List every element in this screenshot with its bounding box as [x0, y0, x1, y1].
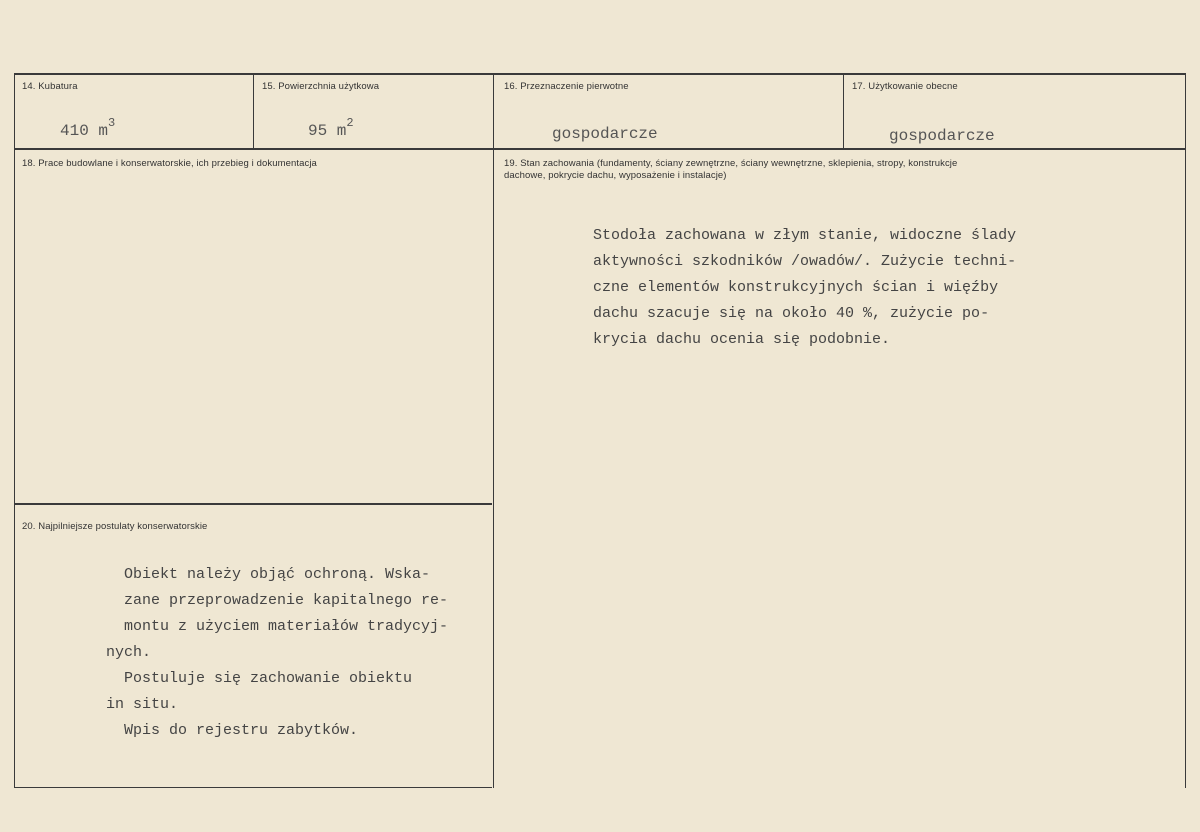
field-14-value-text: 410 m	[60, 122, 109, 140]
divider-center	[493, 73, 494, 788]
field-19-label: 19. Stan zachowania (fundamenty, ściany zewnętrzne, ściany wewnętrzne, sklepienia, stropy, konstrukcje dachowe, pokrycie dachu, wyposażenie i instalacje)	[504, 158, 958, 181]
field-20-line: Wpis do rejestru zabytków.	[106, 722, 359, 739]
field-15-value-text: 95 m	[308, 122, 347, 140]
field-20-label: 20. Najpilniejsze postulaty konserwatorskie	[22, 521, 208, 532]
field-19-line: czne elementów konstrukcyjnych ścian i więźby	[593, 279, 999, 296]
divider-14-15	[253, 73, 254, 149]
left-border	[14, 73, 15, 788]
field-19-line: Stodoła zachowana w złym stanie, widoczne ślady	[593, 227, 1017, 244]
divider-16-17	[843, 73, 844, 149]
field-16-value: gospodarcze	[552, 125, 658, 143]
field-20-line: nych.	[106, 644, 152, 661]
field-20-line: in situ.	[106, 696, 179, 713]
right-border	[1185, 73, 1186, 788]
field-14-value	[60, 116, 116, 140]
field-20-line: montu z użyciem materiałów tradycyj-	[124, 618, 449, 635]
lower-left-rule	[14, 503, 492, 505]
bottom-rule	[14, 787, 492, 788]
field-14-unit-superscript: 3	[108, 116, 116, 130]
field-19-line: krycia dachu ocenia się podobnie.	[593, 331, 891, 348]
field-20-line: zane przeprowadzenie kapitalnego re-	[124, 592, 449, 609]
field-15-value	[308, 116, 354, 140]
field-19-line: dachu szacuje się na około 40 %, zużycie po-	[593, 305, 990, 322]
middle-rule	[14, 148, 1186, 150]
field-20-text	[106, 562, 449, 744]
field-20-line: Postuluje się zachowanie obiektu	[106, 670, 413, 687]
field-16-label: 16. Przeznaczenie pierwotne	[504, 81, 629, 92]
top-rule	[14, 73, 1186, 75]
field-20-line: Obiekt należy objąć ochroną. Wska-	[124, 566, 431, 583]
field-17-value: gospodarcze	[889, 127, 995, 145]
field-19-line: aktywności szkodników /owadów/. Zużycie techni-	[593, 253, 1017, 270]
field-17-label: 17. Użytkowanie obecne	[852, 81, 958, 92]
field-19-text	[593, 223, 1016, 353]
field-14-label: 14. Kubatura	[22, 81, 78, 92]
field-18-label: 18. Prace budowlane i konserwatorskie, ich przebieg i dokumentacja	[22, 158, 317, 169]
field-15-unit-superscript: 2	[346, 116, 354, 130]
field-15-label: 15. Powierzchnia użytkowa	[262, 81, 380, 92]
